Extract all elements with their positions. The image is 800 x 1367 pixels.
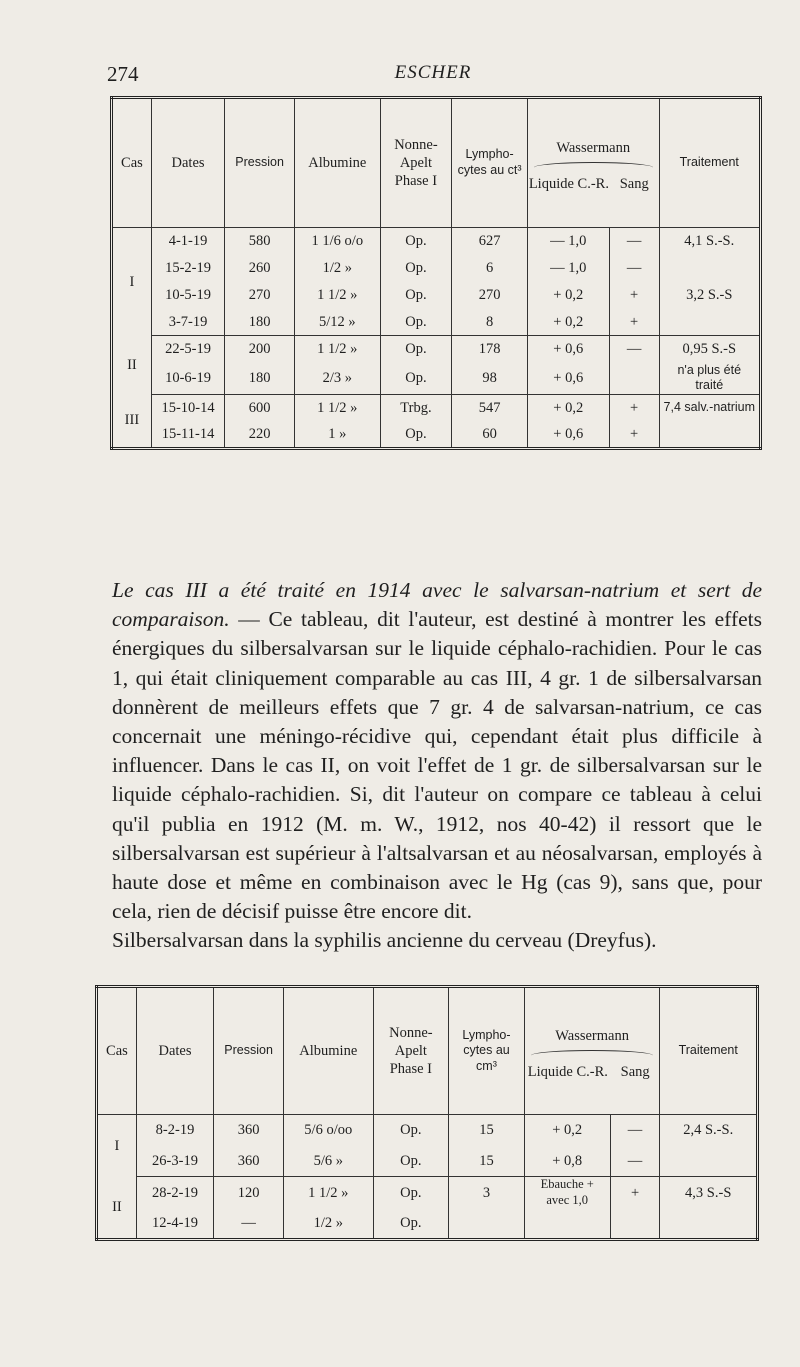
cell-lympho: 15 bbox=[449, 1115, 525, 1146]
cell-date: 15-2-19 bbox=[151, 255, 224, 282]
cell-lympho: 627 bbox=[452, 228, 528, 255]
table-row bbox=[97, 1208, 758, 1239]
cell-lympho: 98 bbox=[452, 363, 528, 395]
col-header-albumine: Albumine bbox=[294, 98, 380, 228]
wassermann-label: Wassermann bbox=[555, 1028, 629, 1045]
cell-nonne: Op. bbox=[380, 363, 452, 395]
col-header-albumine: Albumine bbox=[283, 987, 373, 1115]
cell-date: 22-5-19 bbox=[151, 336, 224, 363]
cell-sang: — bbox=[609, 228, 659, 255]
cell-nonne: Op. bbox=[380, 336, 452, 363]
cell-traitement bbox=[659, 309, 760, 336]
cell-date: 10-5-19 bbox=[151, 282, 224, 309]
cell-sang: — bbox=[609, 255, 659, 282]
cell-albumine: 1/2 » bbox=[283, 1208, 373, 1239]
table-row bbox=[112, 309, 761, 336]
cell-nonne: Op. bbox=[373, 1115, 449, 1146]
col-header-dates: Dates bbox=[136, 987, 213, 1115]
italic-note: Le cas III a été traité en 1914 avec le salvarsan-natrium et sert de comparaison. bbox=[112, 578, 762, 632]
table1-body bbox=[112, 228, 761, 449]
cell-traitement: 4,1 S.-S. bbox=[659, 228, 760, 255]
cell-cas: II bbox=[112, 336, 152, 395]
cell-pression: 120 bbox=[214, 1177, 284, 1209]
cell-sang: — bbox=[610, 1115, 660, 1146]
cell-traitement: 4,3 S.-S bbox=[660, 1177, 758, 1209]
results-table-1 bbox=[110, 96, 762, 450]
col-header-pression: Pression bbox=[225, 98, 295, 228]
cell-pression: 360 bbox=[214, 1115, 284, 1146]
cell-lympho: 547 bbox=[452, 394, 528, 421]
cell-nonne: Op. bbox=[373, 1208, 449, 1239]
cell-cas: I bbox=[112, 228, 152, 336]
cell-sang: + bbox=[609, 282, 659, 309]
cell-lympho: 3 bbox=[449, 1177, 525, 1209]
cell-sang: + bbox=[610, 1177, 660, 1209]
cell-pression: 180 bbox=[225, 363, 295, 395]
table-row bbox=[97, 1146, 758, 1177]
cell-traitement: 7,4 salv.-natrium bbox=[659, 394, 760, 421]
cell-traitement bbox=[660, 1208, 758, 1239]
cell-pression: 600 bbox=[225, 394, 295, 421]
cell-sang bbox=[610, 1208, 660, 1239]
brace-decoration bbox=[531, 1050, 654, 1061]
cell-date: 8-2-19 bbox=[136, 1115, 213, 1146]
cell-liquide: Ebauche + avec 1,0 bbox=[524, 1177, 610, 1209]
cell-pression: 260 bbox=[225, 255, 295, 282]
cell-date: 15-11-14 bbox=[151, 421, 224, 448]
cell-liquide: + 0,2 bbox=[527, 309, 609, 336]
col-header-wassermann bbox=[524, 987, 660, 1115]
table-row bbox=[112, 282, 761, 309]
cell-nonne: Op. bbox=[380, 309, 452, 336]
cell-date: 15-10-14 bbox=[151, 394, 224, 421]
table-row bbox=[112, 336, 761, 363]
cell-albumine: 1 » bbox=[294, 421, 380, 448]
cell-cas: II bbox=[97, 1177, 137, 1240]
col-header-lympho: Lympho-cytes au cm³ bbox=[449, 987, 525, 1115]
col-header-dates: Dates bbox=[151, 98, 224, 228]
col-header-wassermann bbox=[527, 98, 659, 228]
page-number: 274 bbox=[107, 62, 139, 86]
cell-liquide: + 0,2 bbox=[527, 282, 609, 309]
table2-body bbox=[97, 1115, 758, 1240]
cell-albumine: 1 1/2 » bbox=[294, 282, 380, 309]
cell-date: 12-4-19 bbox=[136, 1208, 213, 1239]
col-header-traitement: Traitement bbox=[659, 98, 760, 228]
cell-date: 28-2-19 bbox=[136, 1177, 213, 1209]
cell-sang: — bbox=[610, 1146, 660, 1177]
col-header-traitement: Traitement bbox=[660, 987, 758, 1115]
page-header bbox=[107, 62, 759, 92]
table-row bbox=[97, 1177, 758, 1209]
table-row bbox=[112, 421, 761, 448]
brace-decoration bbox=[534, 162, 653, 173]
cell-nonne: Op. bbox=[380, 255, 452, 282]
cell-lympho: 60 bbox=[452, 421, 528, 448]
cell-albumine: 1 1/6 o/o bbox=[294, 228, 380, 255]
cell-albumine: 1 1/2 » bbox=[294, 336, 380, 363]
cell-pression: 220 bbox=[225, 421, 295, 448]
cell-liquide: + 0,2 bbox=[527, 394, 609, 421]
cell-pression: 580 bbox=[225, 228, 295, 255]
cell-albumine: 1 1/2 » bbox=[283, 1177, 373, 1209]
table-row bbox=[112, 228, 761, 255]
cell-sang: — bbox=[609, 336, 659, 363]
col-header-nonne: Nonne-Apelt Phase I bbox=[380, 98, 452, 228]
body-text bbox=[112, 576, 762, 956]
cell-date: 4-1-19 bbox=[151, 228, 224, 255]
cell-liquide: + 0,6 bbox=[527, 363, 609, 395]
col-header-cas: Cas bbox=[97, 987, 137, 1115]
cell-traitement bbox=[659, 421, 760, 448]
cell-liquide: — 1,0 bbox=[527, 228, 609, 255]
wassermann-label: Wassermann bbox=[556, 140, 631, 157]
table-row bbox=[112, 394, 761, 421]
col-header-sang: Sang bbox=[620, 1063, 650, 1080]
cell-liquide: + 0,8 bbox=[524, 1146, 610, 1177]
results-table-2 bbox=[95, 985, 759, 1241]
cell-traitement: 2,4 S.-S. bbox=[660, 1115, 758, 1146]
table2-caption: Silbersalvarsan dans la syphilis ancienne du cerveau (Dreyfus). bbox=[112, 928, 657, 953]
paragraph: — Ce tableau, dit l'auteur, est destiné à montrer les effets énergiques du silbersalvarsan sur le liquide céphalo-rachidien. Pour le cas 1, qui était cliniquement comparable au cas III, 4 gr. 1 de silbersalvarsan donnèrent de meilleurs effets que 7 gr. 4 de salvarsan-natrium, ce cas concernait une méningo-récidive qui, cependant était plus difficile à influencer. Dans le cas II, on voit l'effet de 1 gr. de silbersalvarsan sur le liquide céphalo-rachidien. Si, dit l'auteur on compare ce tableau à celui qu'il publia en 1912 (M. m. W., 1912, nos 40-42) il ressort que le silbersalvarsan est supérieur à l'altsalvarsan et au néosalvarsan, employés à haute dose et même en combinaison avec le Hg (cas 9), sans que, pour cela, rien de décisif puisse être encore dit. bbox=[112, 607, 762, 924]
cell-date: 10-6-19 bbox=[151, 363, 224, 395]
cell-nonne: Op. bbox=[380, 421, 452, 448]
cell-nonne: Op. bbox=[380, 282, 452, 309]
cell-liquide: + 0,6 bbox=[527, 421, 609, 448]
cell-pression: 360 bbox=[214, 1146, 284, 1177]
cell-pression: — bbox=[214, 1208, 284, 1239]
cell-pression: 180 bbox=[225, 309, 295, 336]
cell-sang bbox=[609, 363, 659, 395]
cell-traitement bbox=[659, 255, 760, 282]
cell-date: 3-7-19 bbox=[151, 309, 224, 336]
cell-lympho bbox=[449, 1208, 525, 1239]
table-row bbox=[112, 363, 761, 395]
cell-sang: + bbox=[609, 421, 659, 448]
cell-albumine: 1 1/2 » bbox=[294, 394, 380, 421]
cell-pression: 200 bbox=[225, 336, 295, 363]
cell-nonne: Op. bbox=[373, 1177, 449, 1209]
cell-traitement bbox=[660, 1146, 758, 1177]
cell-albumine: 1/2 » bbox=[294, 255, 380, 282]
col-header-lympho: Lympho-cytes au ct³ bbox=[452, 98, 528, 228]
cell-albumine: 5/6 » bbox=[283, 1146, 373, 1177]
cell-liquide bbox=[524, 1208, 610, 1239]
cell-nonne: Op. bbox=[373, 1146, 449, 1177]
col-header-nonne: Nonne-Apelt Phase I bbox=[373, 987, 449, 1115]
cell-liquide: — 1,0 bbox=[527, 255, 609, 282]
cell-nonne: Trbg. bbox=[380, 394, 452, 421]
cell-albumine: 5/12 » bbox=[294, 309, 380, 336]
cell-lympho: 15 bbox=[449, 1146, 525, 1177]
cell-albumine: 2/3 » bbox=[294, 363, 380, 395]
cell-sang: + bbox=[609, 394, 659, 421]
col-header-pression: Pression bbox=[214, 987, 284, 1115]
cell-traitement: 3,2 S.-S bbox=[659, 282, 760, 309]
cell-albumine: 5/6 o/oo bbox=[283, 1115, 373, 1146]
table-row bbox=[112, 255, 761, 282]
cell-lympho: 178 bbox=[452, 336, 528, 363]
col-header-liquide: Liquide C.-R. bbox=[528, 175, 609, 192]
cell-sang: + bbox=[609, 309, 659, 336]
cell-pression: 270 bbox=[225, 282, 295, 309]
table-row bbox=[97, 1115, 758, 1146]
col-header-liquide: Liquide C.-R. bbox=[527, 1063, 608, 1080]
running-title: ESCHER bbox=[394, 62, 472, 83]
cell-lympho: 8 bbox=[452, 309, 528, 336]
cell-lympho: 6 bbox=[452, 255, 528, 282]
cell-liquide: + 0,2 bbox=[524, 1115, 610, 1146]
cell-liquide: + 0,6 bbox=[527, 336, 609, 363]
cell-lympho: 270 bbox=[452, 282, 528, 309]
col-header-cas: Cas bbox=[112, 98, 152, 228]
cell-cas: I bbox=[97, 1115, 137, 1177]
col-header-sang: Sang bbox=[619, 175, 649, 192]
cell-nonne: Op. bbox=[380, 228, 452, 255]
cell-traitement: 0,95 S.-S bbox=[659, 336, 760, 363]
cell-traitement: n'a plus été traité bbox=[659, 363, 760, 395]
cell-date: 26-3-19 bbox=[136, 1146, 213, 1177]
cell-cas: III bbox=[112, 394, 152, 448]
